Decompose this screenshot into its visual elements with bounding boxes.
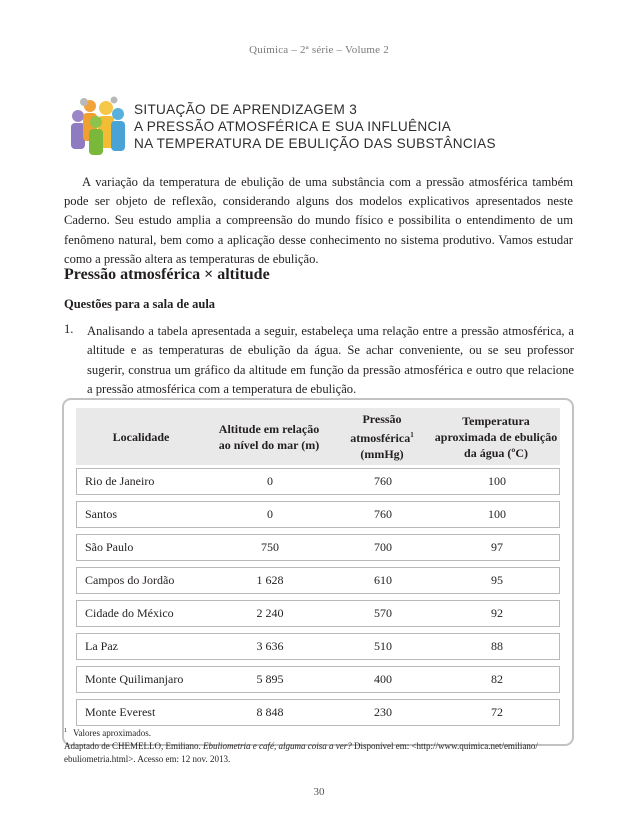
- students-group-icon: [66, 96, 130, 158]
- footnote-source-line: [64, 740, 538, 753]
- cell-locality: Campos do Jordão: [85, 573, 175, 587]
- running-header: Química – 2ª série – Volume 2: [249, 44, 389, 56]
- footnote-source-title: Ebuliometria e café, alguma coisa a ver?: [202, 741, 352, 751]
- situation-title-line3: NA TEMPERATURA DE EBULIÇÃO DAS SUBSTÂNCIAS: [134, 136, 496, 151]
- footnote-note-line: [64, 725, 538, 740]
- cell-pressure: 700: [374, 540, 392, 554]
- table-header: [76, 408, 560, 465]
- cell-altitude: 8 848: [256, 705, 284, 719]
- header-altitude: [206, 408, 332, 465]
- cell-temperature: 97: [491, 540, 503, 554]
- table-row: [76, 567, 560, 594]
- table-row: [76, 468, 560, 495]
- table-row: [76, 600, 560, 627]
- footnote-source-prefix: Adaptado de CHEMELLO, Emiliano.: [64, 741, 201, 751]
- table-row: [76, 666, 560, 693]
- cell-altitude: 0: [267, 507, 273, 521]
- cell-temperature: 82: [491, 672, 503, 686]
- cell-temperature: 72: [491, 705, 503, 719]
- table-row: [76, 534, 560, 561]
- situation-title-line1: SITUAÇÃO DE APRENDIZAGEM 3: [134, 102, 358, 117]
- header-pressure-unit: (mmHg): [360, 447, 404, 461]
- cell-pressure: 760: [374, 474, 392, 488]
- cell-altitude: 2 240: [256, 606, 284, 620]
- table-row: [76, 633, 560, 660]
- cell-pressure: 760: [374, 507, 392, 521]
- header-temperature-label: Temperatura aproximada de ebulição da água (ºC): [434, 413, 558, 460]
- cell-pressure: 570: [374, 606, 392, 620]
- cell-altitude: 0: [267, 474, 273, 488]
- cell-temperature: 88: [491, 639, 503, 653]
- footnote-marker: 1: [64, 728, 67, 734]
- cell-temperature: 92: [491, 606, 503, 620]
- footnote: [64, 725, 538, 766]
- cell-altitude: 1 628: [256, 573, 284, 587]
- subheading: Questões para a sala de aula: [64, 297, 216, 311]
- section-heading: Pressão atmosférica × altitude: [64, 266, 270, 283]
- header-pressure-text: Pressão atmosférica: [350, 412, 411, 445]
- footnote-note: Valores aproximados.: [73, 728, 151, 738]
- header-altitude-label: Altitude em relação ao nível do mar (m): [218, 421, 320, 452]
- page-number: 30: [313, 786, 325, 798]
- question-number: 1.: [64, 322, 74, 336]
- question-text: Analisando a tabela apresentada a seguir, estabeleça uma relação entre a pressão atmosférica, a altitude e as temperaturas de ebulição da água. Se achar conveniente, ou se seu professor sugerir, construa um gráfico da altitude em função da pressão atmosférica e outro que relacione a pressão atmosférica com a temperatura de ebulição.: [87, 324, 574, 397]
- situation-title: [134, 101, 496, 152]
- header-locality: Localidade: [112, 429, 170, 444]
- cell-locality: Cidade do México: [85, 606, 174, 620]
- header-pressure-sup: 1: [410, 431, 414, 439]
- cell-pressure: 230: [374, 705, 392, 719]
- cell-locality: Rio de Janeiro: [85, 474, 155, 488]
- cell-altitude: 750: [261, 540, 279, 554]
- cell-temperature: 95: [491, 573, 503, 587]
- cell-locality: Santos: [85, 507, 118, 521]
- cell-altitude: 5 895: [256, 672, 284, 686]
- intro-paragraph: A variação da temperatura de ebulição de uma substância com a pressão atmosférica também pode ser objeto de reflexão, considerando alguns dos modelos explicativos apresentados neste Caderno. Seu estudo amplia a compreensão do mundo físico e possibilita o entendimento de um fenômeno natural, bem como a aplicação desse conhecimento no sistema produtivo. Vamos estudar como a pressão altera as temperaturas de ebulição.: [64, 175, 573, 266]
- header-pressure-label: [342, 411, 422, 446]
- cell-pressure: 610: [374, 573, 392, 587]
- cell-altitude: 3 636: [256, 639, 284, 653]
- situation-title-line2: A PRESSÃO ATMOSFÉRICA E SUA INFLUÊNCIA: [134, 119, 452, 134]
- cell-locality: Monte Everest: [85, 705, 156, 719]
- cell-pressure: 510: [374, 639, 392, 653]
- cell-pressure: 400: [374, 672, 392, 686]
- cell-temperature: 100: [488, 507, 506, 521]
- header-pressure: [332, 408, 432, 465]
- footnote-source-line2: ebuliometria.html>. Acesso em: 12 nov. 2013.: [64, 754, 231, 764]
- footnote-source-suffix: Disponível em: <http://www.quimica.net/emiliano/: [353, 741, 538, 751]
- cell-locality: Monte Quilimanjaro: [85, 672, 184, 686]
- header-temperature: [432, 408, 560, 465]
- table-row: [76, 501, 560, 528]
- table-row: [76, 699, 560, 726]
- cell-temperature: 100: [488, 474, 506, 488]
- cell-locality: La Paz: [85, 639, 118, 653]
- cell-locality: São Paulo: [85, 540, 134, 554]
